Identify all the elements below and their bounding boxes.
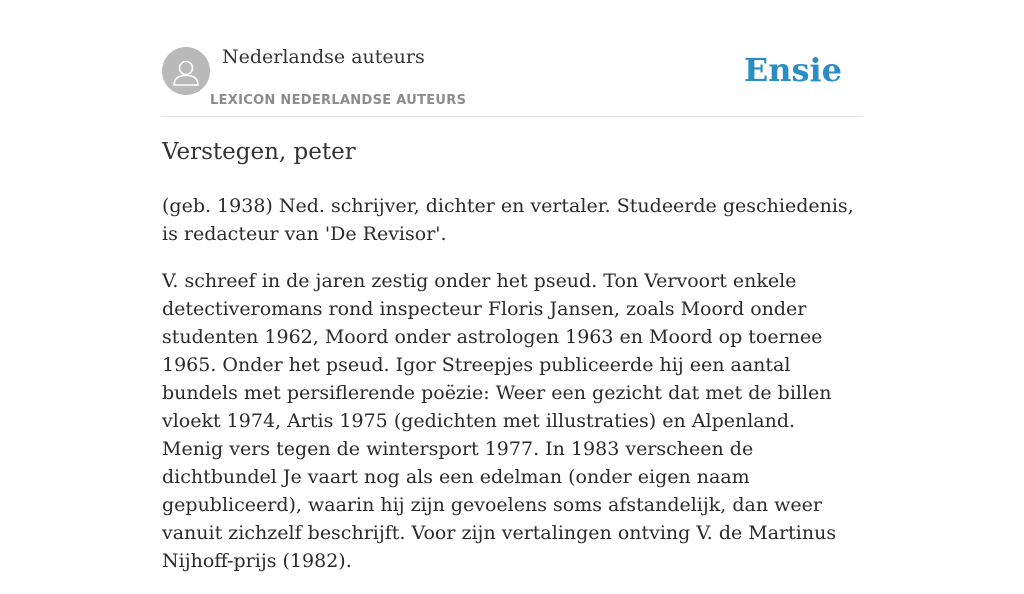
entry-content [162, 192, 862, 594]
entry-paragraph: (geb. 1938) Ned. schrijver, dichter en vertaler. Studeerde geschiedenis, is redacteur van 'De Revisor'. [162, 195, 854, 245]
entry-title: Verstegen, peter [162, 139, 356, 165]
source-title[interactable]: Nederlandse auteurs [222, 46, 425, 68]
source-header [162, 46, 862, 117]
source-subtitle[interactable]: LEXICON NEDERLANDSE AUTEURS [210, 93, 467, 108]
user-icon[interactable] [162, 47, 210, 95]
entry-paragraph: V. schreef in de jaren zestig onder het pseud. Ton Vervoort enkele detectiveromans rond inspecteur Floris Jansen, zoals Moord onder studenten 1962, Moord onder astrologen 1963 en Moord op toernee 1965. Onder het pseud. Igor Streepjes publiceerde hij een aantal bundels met persiflerende poëzie: Weer een gezicht dat met de billen vloekt 1974, Artis 1975 (gedichten met illustraties) en Alpenland. Menig vers tegen de wintersport 1977. In 1983 verscheen de dichtbundel Je vaart nog als een edelman (onder eigen naam gepubliceerd), waarin hij zijn gevoelens soms afstandelijk, dan weer vanuit zichzelf beschrijft. Voor zijn vertalingen ontving V. de Martinus Nijhoff-prijs (1982). [162, 270, 837, 572]
ensie-logo[interactable]: Ensie [743, 51, 842, 89]
